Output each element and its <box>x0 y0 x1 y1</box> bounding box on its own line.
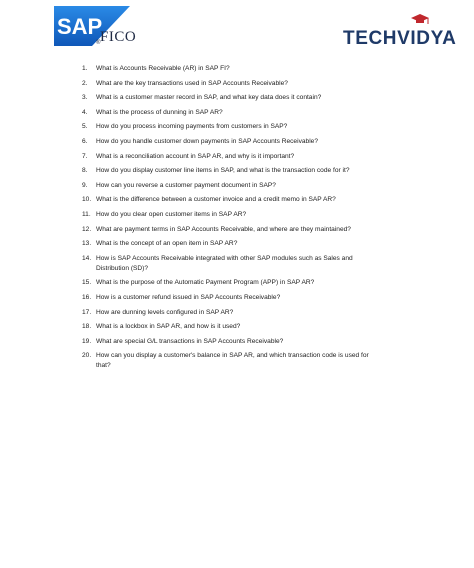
question-number: 5. <box>82 123 88 131</box>
sap-logo-text: SAP <box>57 14 103 39</box>
question-item <box>82 181 372 191</box>
question-text: What is Accounts Receivable (AR) in SAP FI? <box>96 65 230 72</box>
question-number: 6. <box>82 137 88 145</box>
question-item <box>82 278 372 288</box>
question-number: 12. <box>82 225 92 233</box>
question-item <box>82 152 372 162</box>
question-text: How do you clear open customer items in SAP AR? <box>96 210 247 218</box>
question-item <box>82 122 372 132</box>
question-text: What is the concept of an open item in SAP AR? <box>96 240 238 248</box>
question-number: 9. <box>82 181 88 189</box>
question-text: What is a lockbox in SAP AR, and how is it used? <box>96 323 241 331</box>
question-text: How can you reverse a customer payment document in SAP? <box>96 181 276 189</box>
question-text: How is a customer refund issued in SAP Accounts Receivable? <box>96 293 281 301</box>
question-text: How are dunning levels configured in SAP AR? <box>96 308 234 316</box>
question-item <box>82 337 372 347</box>
question-number: 14. <box>82 254 92 262</box>
question-text: What are special G/L transactions in SAP Accounts Receivable? <box>96 337 284 345</box>
question-number: 8. <box>82 167 88 175</box>
question-number: 18. <box>82 323 92 331</box>
question-text: What is the process of dunning in SAP AR? <box>96 108 223 116</box>
question-number: 13. <box>82 240 92 248</box>
question-text: How is SAP Accounts Receivable integrated with other SAP modules such as Sales and Distribution (SD)? <box>96 254 353 272</box>
question-item <box>82 64 372 74</box>
question-number: 20. <box>82 352 92 360</box>
question-item <box>82 322 372 332</box>
question-text: How do you process incoming payments from customers in SAP? <box>96 123 288 131</box>
question-item <box>82 308 372 318</box>
question-item <box>82 239 372 249</box>
question-number: 19. <box>82 337 92 345</box>
question-text: What is a customer master record in SAP, and what key data does it contain? <box>96 94 322 102</box>
question-number: 16. <box>82 293 92 301</box>
question-text: How can you display a customer's balance in SAP AR, and which transaction code is used for that? <box>96 352 369 370</box>
question-number: 1. <box>82 65 88 72</box>
question-text: What are the key transactions used in SAP Accounts Receivable? <box>96 79 288 87</box>
question-item <box>82 79 372 89</box>
question-item <box>82 195 372 205</box>
question-number: 4. <box>82 108 88 116</box>
question-text: What is the purpose of the Automatic Payment Program (APP) in SAP AR? <box>96 279 315 287</box>
question-item <box>82 93 372 103</box>
question-item <box>82 351 372 371</box>
fico-label: FICO <box>100 29 137 45</box>
question-number: 11. <box>82 210 91 218</box>
question-text: How do you handle customer down payments in SAP Accounts Receivable? <box>96 137 318 145</box>
question-item <box>82 225 372 235</box>
question-number: 7. <box>82 152 88 160</box>
question-item <box>82 210 372 220</box>
question-text: What is a reconciliation account in SAP AR, and why is it important? <box>96 152 295 160</box>
question-item <box>82 293 372 303</box>
graduation-cap-icon <box>411 14 429 24</box>
question-text: What is the difference between a customer invoice and a credit memo in SAP AR? <box>96 196 336 204</box>
question-item <box>82 254 372 274</box>
question-number: 2. <box>82 79 88 87</box>
question-list <box>82 64 372 376</box>
question-item <box>82 137 372 147</box>
question-number: 15. <box>82 279 92 287</box>
question-item <box>82 166 372 176</box>
question-number: 10. <box>82 196 92 204</box>
question-number: 17. <box>82 308 92 316</box>
question-text: What are payment terms in SAP Accounts Receivable, and where are they maintained? <box>96 225 351 233</box>
question-number: 3. <box>82 94 88 102</box>
techvidya-logo-text: TECHVIDYA <box>343 28 457 49</box>
question-text: How do you display customer line items in SAP, and what is the transaction code for it? <box>96 167 350 175</box>
question-item <box>82 108 372 118</box>
registered-mark: ® <box>96 40 101 46</box>
